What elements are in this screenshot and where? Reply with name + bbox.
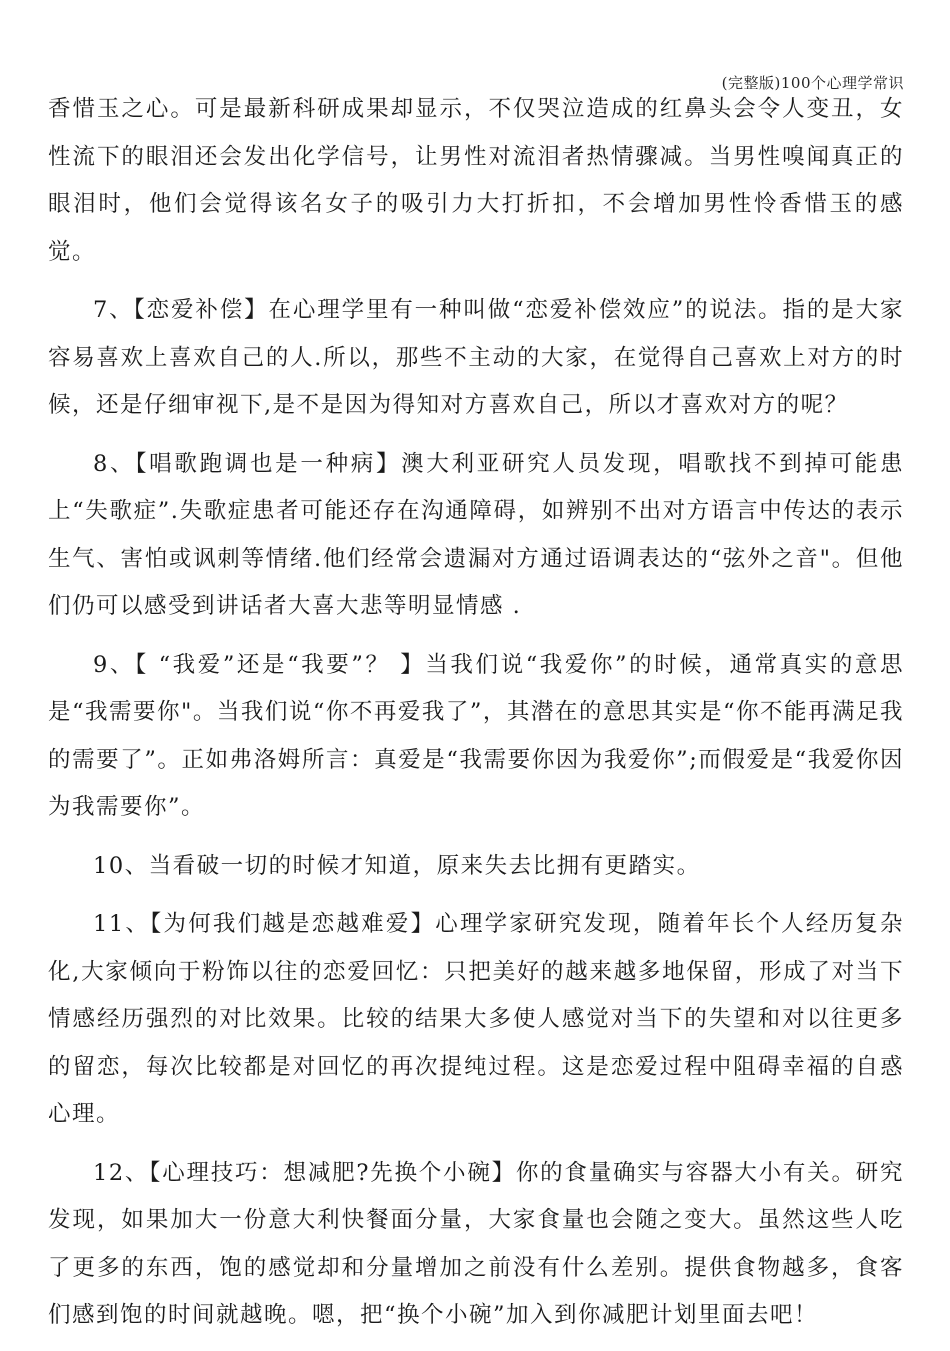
page-header: (完整版)100个心理学常识 [721,74,904,92]
paragraph-item-7: 7、【恋爱补偿】在心理学里有一种叫做“恋爱补偿效应”的说法。指的是大家容易喜欢上喜欢自己的人.所以，那些不主动的大家，在觉得自己喜欢上对方的时候，还是仔细审视下,是不是因为得知对方喜欢自己，所以才喜欢对方的呢？ [48,297,904,418]
paragraph-item-12: 12、【心理技巧：想减肥?先换个小碗】你的食量确实与容器大小有关。研究发现，如果加大一份意大利快餐面分量，大家食量也会随之变大。虽然这些人吃了更多的东西，饱的感觉却和分量增加之前没有什么差别。提供食物越多，食客们感到饱的时间就越晚。嗯，把“换个小碗”加入到你减肥计划里面去吧！ [48,1159,904,1328]
document-body [48,86,904,1351]
paragraph-item-10: 10、当看破一切的时候才知道，原来失去比拥有更踏实。 [93,852,701,879]
paragraph-item-9: 9、【 “我爱”还是“我要”？ 】当我们说“我爱你”的时候，通常真实的意思是“我需要你"。当我们说“你不再爱我了”，其潜在的意思其实是“你不能再满足我的需要了”。正如弗洛姆所言：真爱是“我需要你因为我爱你”;而假爱是“我爱你因为我需要你”。 [48,651,904,820]
paragraph-item-8: 8、【唱歌跑调也是一种病】澳大利亚研究人员发现，唱歌找不到掉可能患上“失歌症”.失歌症患者可能还存在沟通障碍，如辨别不出对方语言中传达的表示生气、害怕或讽刺等情绪.他们经常会遗漏对方通过语调表达的“弦外之音"。但他们仍可以感受到讲话者大喜大悲等明显情感 . [48,450,904,619]
paragraph-item-11: 11、【为何我们越是恋越难爱】心理学家研究发现，随着年长个人经历复杂化,大家倾向于粉饰以往的恋爱回忆：只把美好的越来越多地保留，形成了对当下情感经历强烈的对比效果。比较的结果大多使人感觉对当下的失望和对以往更多的留恋，每次比较都是对回忆的再次提纯过程。这是恋爱过程中阻碍幸福的自惑心理。 [48,911,904,1127]
paragraph-continuation: 香惜玉之心。可是最新科研成果却显示，不仅哭泣造成的红鼻头会令人变丑，女性流下的眼泪还会发出化学信号，让男性对流泪者热情骤减。当男性嗅闻真正的眼泪时，他们会觉得该名女子的吸引力大打折扣，不会增加男性怜香惜玉的感觉。 [48,96,904,265]
